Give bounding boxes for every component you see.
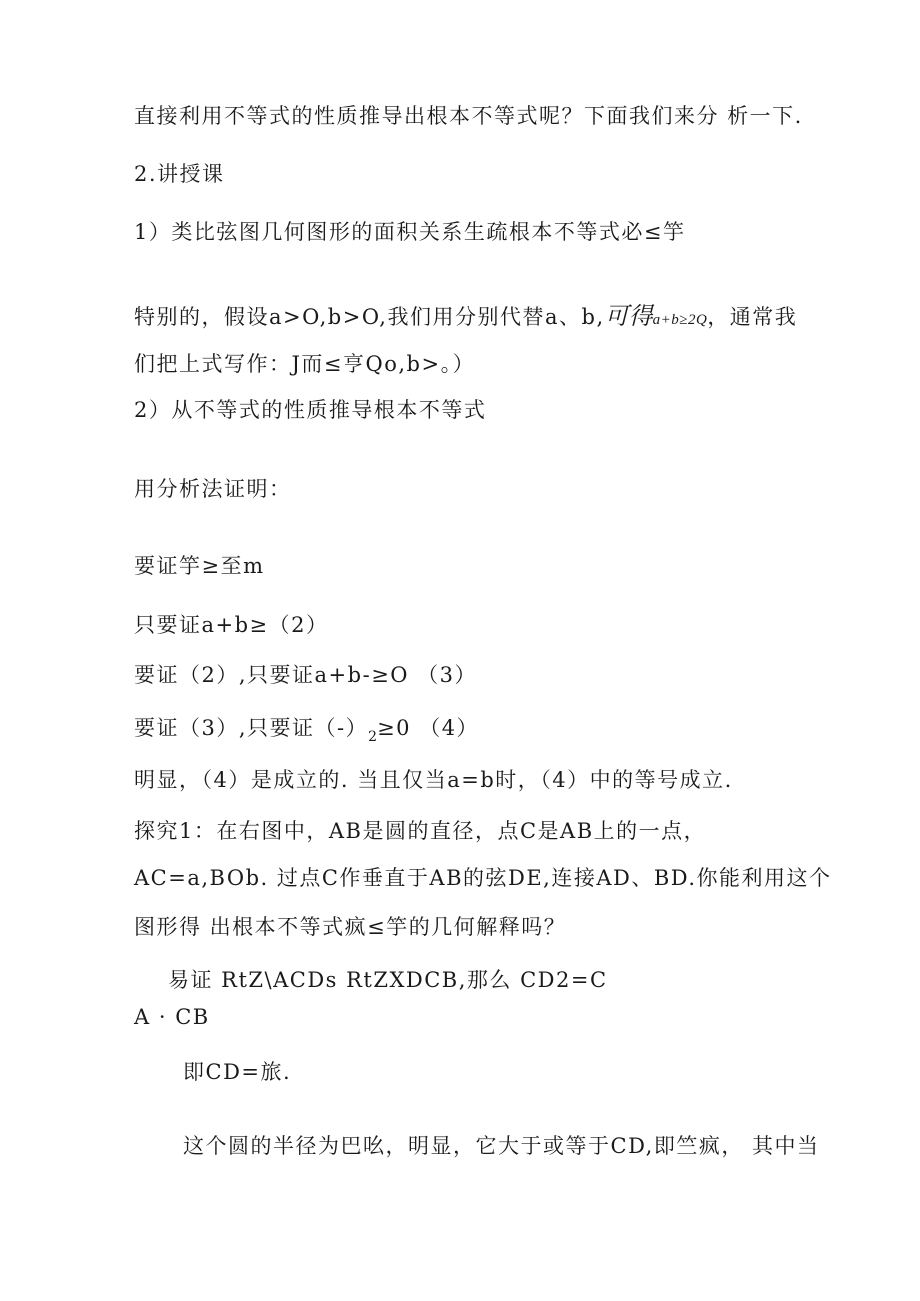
- special-case-tail: ，通常我: [707, 305, 798, 329]
- similar-triangles-cont: A · CB: [134, 1005, 210, 1029]
- proof-step-4-text: 要证（3）,只要证（-）: [134, 716, 369, 740]
- subheading-1: 1）类比弦图几何图形的面积关系生疏根本不等式必≤竽: [134, 220, 686, 244]
- subheading-2: 2）从不等式的性质推导根本不等式: [134, 398, 487, 422]
- proof-step-3: 要证（2）,只要证a+b-≥O （3）: [134, 663, 478, 687]
- section-heading-lecture: 2.讲授课: [134, 162, 225, 186]
- text-line-special-case: [134, 303, 797, 334]
- proof-step-4-tail: ≥0 （4）: [377, 716, 480, 740]
- text-line-analysis: 用分析法证明：: [134, 477, 292, 501]
- text-line-1: 直接利用不等式的性质推导出根本不等式呢？下面我们来分 析一下.: [134, 104, 803, 128]
- text-line-conclusion: 明显，（4）是成立的. 当且仅当a=b时，（4）中的等号成立.: [134, 768, 733, 792]
- proof-step-1: 要证竽≥至m: [134, 554, 265, 578]
- inequality-formula: a+b≥2Q: [652, 312, 708, 328]
- italic-phrase: 可得: [604, 304, 653, 330]
- subscript: 2: [368, 729, 378, 745]
- text-line-rewrite: 们把上式写作：J而≤亨Qo,b>。）: [134, 352, 476, 376]
- explore-heading: 探究1：在右图中，AB是圆的直径，点C是AB上的一点，: [134, 819, 707, 843]
- radius-text: 这个圆的半径为巴吆，明显，它大于或等于CD,即竺疯， 其中当: [183, 1134, 820, 1158]
- explore-text-2: 图形得 出根本不等式疯≤竽的几何解释吗？: [134, 915, 567, 939]
- cd-equation: 即CD=旅.: [183, 1060, 292, 1084]
- proof-step-4: [134, 714, 479, 751]
- special-case-text: 特别的，假设a>O,b>O,我们用分别代替a、b,: [134, 305, 605, 329]
- proof-step-2: 只要证a+b≥（2）: [134, 613, 329, 637]
- explore-text-1: AC=a,BOb. 过点C作垂直于AB的弦DE,连接AD、BD.你能利用这个: [134, 866, 832, 890]
- similar-triangles-line: 易证 RtZ\ACDs RtZXDCB,那么 CD2=C: [168, 968, 608, 992]
